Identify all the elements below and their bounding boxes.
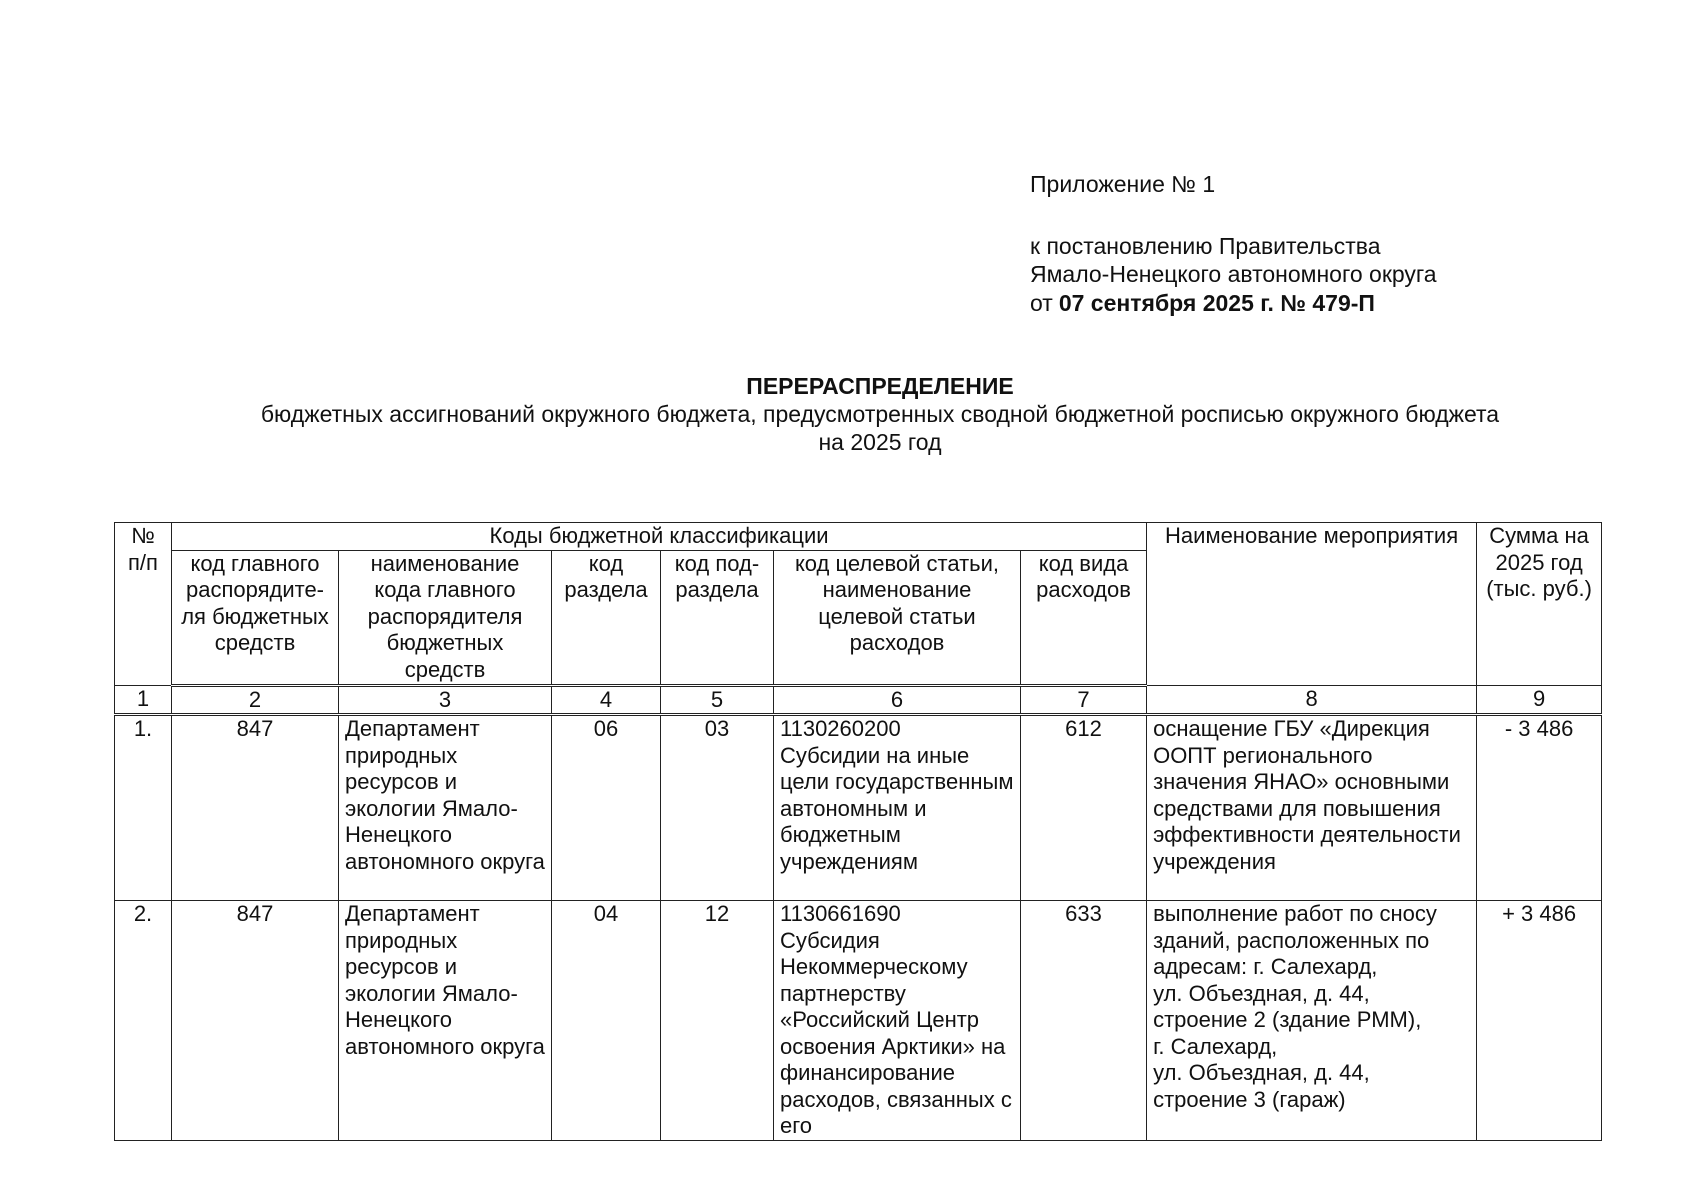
column-number: 8 (1147, 685, 1477, 715)
header-section: код раздела (552, 550, 661, 685)
document-heading: ПЕРЕРАСПРЕДЕЛЕНИЕ (746, 373, 1014, 399)
budget-table (114, 522, 1602, 1141)
row-event-line: выполнение работ по сносу зданий, расположенных по адресам: г. Салехард, (1153, 901, 1437, 979)
table-row (115, 901, 1602, 1141)
appendix-government-line: Ямало-Ненецкого автономного округа (1030, 261, 1437, 287)
column-number: 9 (1477, 685, 1602, 715)
row-target-name: Субсидия Некоммерческому партнерству «Российский Центр освоения Арктики» на финансирование расходов, связанных с его (780, 927, 1012, 1138)
row-grbs-name: Департамент природных ресурсов и экологии Ямало-Ненецкого автономного округа (339, 901, 552, 1141)
header-num: № п/п (115, 523, 172, 686)
row-section: 06 (552, 715, 661, 901)
row-amount: + 3 486 (1477, 901, 1602, 1141)
row-section: 04 (552, 901, 661, 1141)
column-number: 5 (661, 685, 774, 715)
appendix-block (1030, 170, 1550, 317)
row-event-line: ул. Объездная, д. 44, строение 3 (гараж) (1153, 1060, 1370, 1112)
document-subtitle: бюджетных ассигнований окружного бюджета, предусмотренных сводной бюджетной росписью окружного бюджета (260, 401, 1500, 427)
row-grbs-code: 847 (172, 901, 339, 1141)
column-number: 4 (552, 685, 661, 715)
header-expense-type: код вида расходов (1021, 550, 1147, 685)
column-number-row (115, 685, 1602, 715)
column-number: 1 (115, 685, 172, 715)
row-expense-type: 633 (1021, 901, 1147, 1141)
row-target (774, 715, 1021, 901)
row-target-name: Субсидии на иные цели государственным автономным и бюджетным учреждениям (780, 742, 1014, 874)
header-classification-codes: Коды бюджетной классификации (172, 523, 1147, 551)
column-number: 3 (339, 685, 552, 715)
row-amount: - 3 486 (1477, 715, 1602, 901)
row-event-line: г. Салехард, (1153, 1033, 1278, 1059)
appendix-decree-number: 07 сентября 2025 г. № 479-П (1058, 289, 1375, 316)
header-amount: Сумма на 2025 год (тыс. руб.) (1477, 523, 1602, 686)
row-target (774, 901, 1021, 1141)
row-grbs-code: 847 (172, 715, 339, 901)
header-grbs-name: наименование кода главного распорядителя бюджетных средств (339, 550, 552, 685)
row-target-code: 1130260200 (780, 716, 901, 741)
appendix-number: Приложение № 1 (1030, 171, 1216, 197)
row-event: оснащение ГБУ «Дирекция ООПТ регионального значения ЯНАО» основными средствами для повышения эффективности деятельности учреждения (1147, 715, 1477, 901)
row-target-code: 1130661690 (780, 901, 901, 926)
column-number: 7 (1021, 685, 1147, 715)
column-number: 6 (774, 685, 1021, 715)
document-title (115, 372, 1645, 456)
row-event (1147, 901, 1477, 1141)
header-subsection: код под- раздела (661, 550, 774, 685)
row-event-line: ул. Объездная, д. 44, строение 2 (здание РММ), (1153, 980, 1422, 1032)
row-num: 2. (115, 901, 172, 1141)
document-subtitle-year: на 2025 год (818, 429, 942, 455)
appendix-decree-line: к постановлению Правительства (1030, 232, 1381, 259)
header-grbs-code: код главного распорядите- ля бюджетных средств (172, 550, 339, 685)
appendix-date-line (1030, 289, 1550, 318)
row-num: 1. (115, 715, 172, 901)
header-target: код целевой статьи, наименование целевой статьи расходов (774, 550, 1021, 685)
appendix-spacer (1030, 199, 1550, 232)
table-header-row (115, 523, 1602, 551)
appendix-from-label: от (1030, 289, 1053, 316)
column-number: 2 (172, 685, 339, 715)
header-event: Наименование мероприятия (1147, 523, 1477, 686)
row-subsection: 03 (661, 715, 774, 901)
row-grbs-name: Департамент природных ресурсов и экологии Ямало-Ненецкого автономного округа (339, 715, 552, 901)
row-expense-type: 612 (1021, 715, 1147, 901)
table-row (115, 715, 1602, 901)
row-subsection: 12 (661, 901, 774, 1141)
